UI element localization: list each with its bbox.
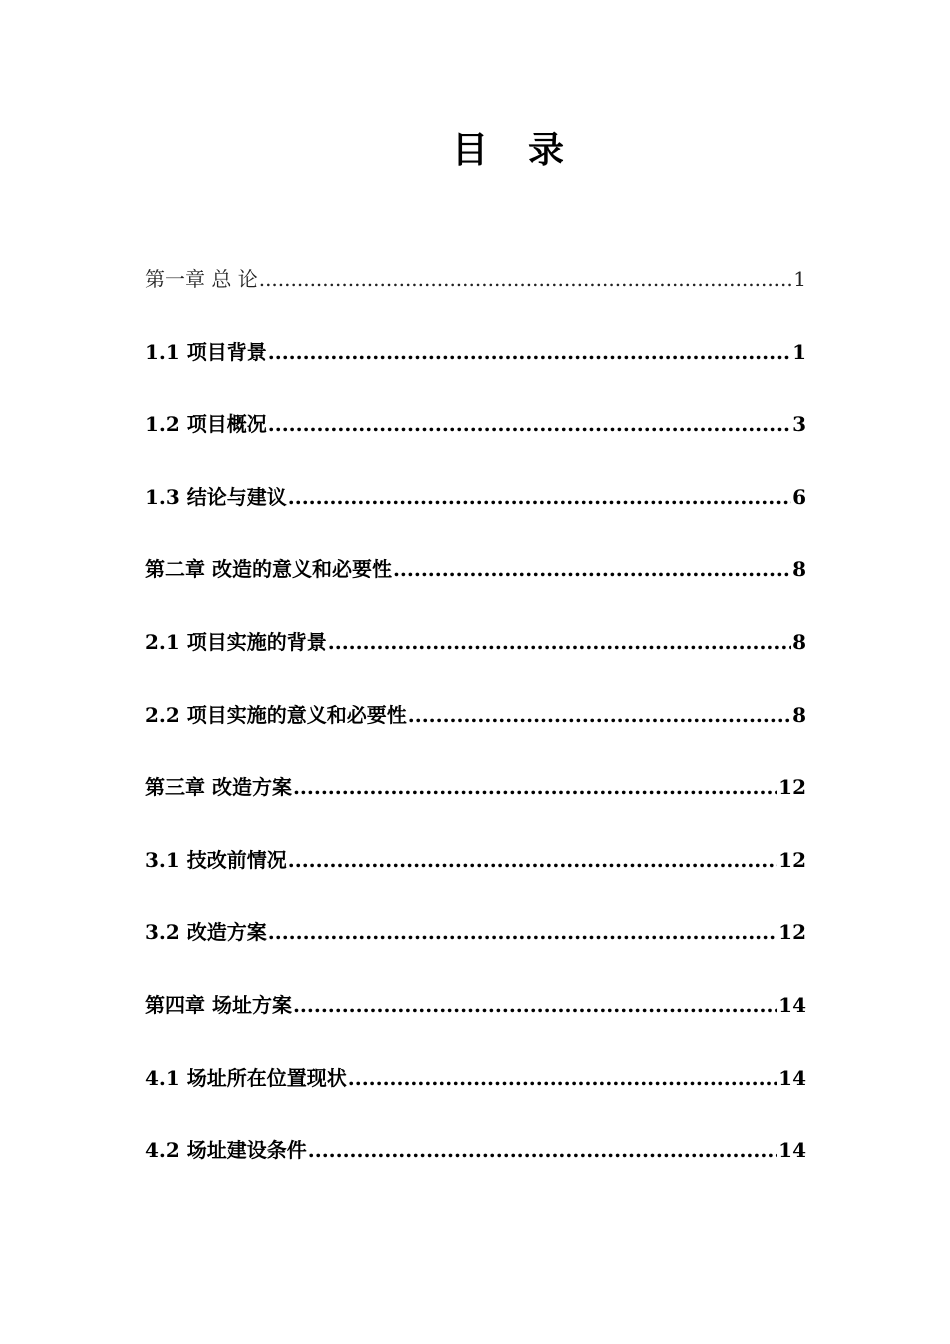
toc-entry-label: 第四章 场址方案 [145,992,292,1017]
toc-entry-label: 2.2 项目实施的意义和必要性 [145,702,407,727]
toc-entry[interactable] [145,262,806,335]
toc-dot-leader [308,1133,777,1167]
toc-entry-label: 1.3 结论与建议 [145,484,287,509]
toc-dot-leader [293,770,777,804]
toc-dot-leader [268,915,777,949]
toc-dot-leader [288,843,777,877]
toc-dot-leader [348,1061,777,1095]
toc-entry[interactable] [145,843,806,916]
toc-entry-page-number: 3 [792,412,806,437]
toc-entry[interactable] [145,1061,806,1134]
toc-entry-label: 1.1 项目背景 [145,339,267,364]
toc-dot-leader [393,552,791,586]
toc-entry-page-number: 14 [778,992,806,1017]
toc-entry[interactable] [145,698,806,771]
toc-entry-page-number: 8 [792,557,806,582]
toc-entry-page-number: 12 [778,847,806,872]
toc-entry[interactable] [145,407,806,480]
toc-dot-leader [259,262,793,296]
toc-entry-label: 2.1 项目实施的背景 [145,629,327,654]
toc-entry-label: 4.1 场址所在位置现状 [145,1065,347,1090]
toc-entry-page-number: 6 [792,484,806,509]
toc-entry-page-number: 1 [793,267,806,291]
toc-entry-page-number: 8 [792,629,806,654]
toc-entry[interactable] [145,1133,806,1206]
toc-dot-leader [268,407,791,441]
toc-entry-label: 第三章 改造方案 [145,775,292,800]
toc-entry-page-number: 14 [778,1065,806,1090]
toc-entry-label: 第一章 总 论 [145,267,258,291]
toc-dot-leader [408,698,791,732]
toc-entry-label: 4.2 场址建设条件 [145,1138,307,1163]
toc-entry-label: 3.2 改造方案 [145,920,267,945]
toc-dot-leader [268,335,791,369]
toc-entry-page-number: 1 [792,339,806,364]
toc-list [145,262,806,1206]
toc-entry-page-number: 12 [778,775,806,800]
toc-title: 目录 [451,129,604,171]
toc-dot-leader [293,988,777,1022]
toc-entry[interactable] [145,552,806,625]
toc-entry[interactable] [145,770,806,843]
toc-entry[interactable] [145,988,806,1061]
toc-entry[interactable] [145,915,806,988]
toc-entry-label: 3.1 技改前情况 [145,847,287,872]
toc-entry-page-number: 8 [792,702,806,727]
toc-dot-leader [288,480,791,514]
toc-entry[interactable] [145,625,806,698]
toc-entry[interactable] [145,480,806,553]
toc-entry-page-number: 14 [778,1138,806,1163]
toc-entry-label: 第二章 改造的意义和必要性 [145,557,392,582]
toc-dot-leader [328,625,791,659]
toc-entry-label: 1.2 项目概况 [145,412,267,437]
toc-entry-page-number: 12 [778,920,806,945]
toc-entry[interactable] [145,335,806,408]
